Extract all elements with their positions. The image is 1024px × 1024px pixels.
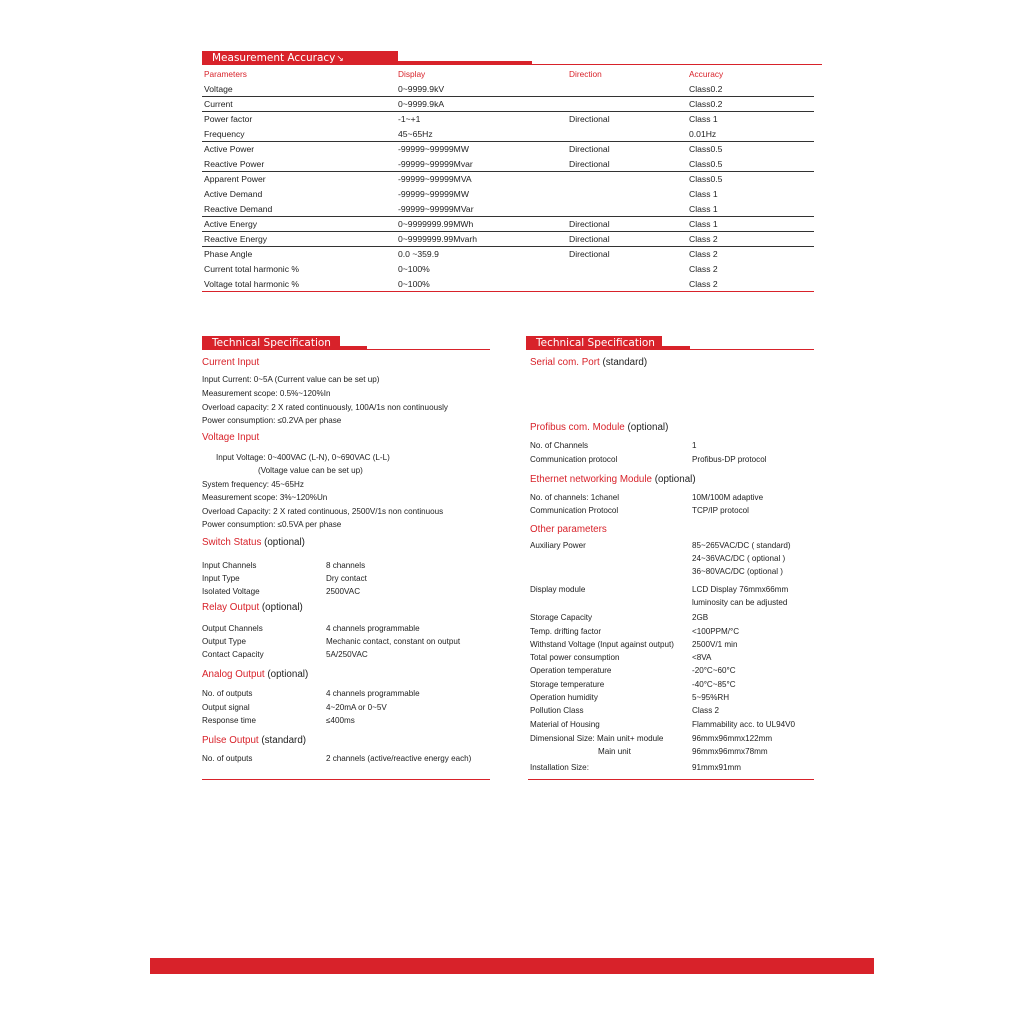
dimension-label: Dimensional Size: Main unit+ module: [530, 734, 664, 743]
analog-output-title: Analog Output: [202, 669, 265, 680]
switch-status-note: (optional): [264, 537, 305, 548]
accuracy-cell: -99999~99999Mvar: [398, 159, 473, 169]
accuracy-cell: Class 2: [689, 249, 718, 259]
other-param-label: Material of Housing: [530, 720, 600, 729]
accuracy-cell: Directional: [569, 219, 610, 229]
accuracy-cell: Reactive Demand: [204, 204, 273, 214]
accuracy-row: [202, 202, 814, 217]
other-param-value: <100PPM/°C: [692, 627, 740, 636]
accuracy-column-header: Accuracy: [689, 69, 724, 79]
current-input-line: Overload capacity: 2 X rated continuously, 100A/1s non continuously: [202, 403, 448, 412]
relay-output-title: Relay Output: [202, 602, 260, 613]
accuracy-cell: Class0.5: [689, 174, 723, 184]
accuracy-column-header: Direction: [569, 69, 602, 79]
accuracy-cell: Directional: [569, 234, 610, 244]
tech-right-section-tab: [526, 336, 662, 350]
accuracy-cell: 45~65Hz: [398, 129, 433, 139]
accuracy-cell: -99999~99999MW: [398, 189, 469, 199]
other-param-value: -20°C~60°C: [692, 666, 736, 675]
accuracy-cell: Active Power: [204, 144, 255, 154]
accuracy-cell: Class 2: [689, 264, 718, 274]
accuracy-row-divider: [202, 171, 814, 172]
accuracy-cell: Voltage: [204, 84, 233, 94]
relay-row-label: Output Channels: [202, 624, 263, 633]
current-input-line: Measurement scope: 0.5%~120%In: [202, 389, 331, 398]
accuracy-cell: 0~9999999.99Mvarh: [398, 234, 478, 244]
accuracy-section-title: Measurement Accuracy: [212, 52, 336, 64]
analog-output-heading: [202, 669, 308, 680]
footer-bar: [150, 958, 874, 974]
tech-left-section-tab: [202, 336, 340, 350]
accuracy-cell: Class 2: [689, 279, 718, 289]
other-param-label: Pollution Class: [530, 706, 584, 715]
current-input-heading: Current Input: [202, 357, 260, 368]
serial-port-title: Serial com. Port: [530, 357, 600, 368]
accuracy-row-divider: [202, 141, 814, 142]
accuracy-row: [202, 82, 814, 97]
accuracy-row: [202, 232, 814, 247]
accuracy-cell: -99999~99999MW: [398, 144, 469, 154]
switch-row-label: Isolated Voltage: [202, 587, 260, 596]
accuracy-cell: Class0.2: [689, 84, 723, 94]
accuracy-row: [202, 247, 814, 262]
accuracy-cell: Phase Angle: [204, 249, 253, 259]
voltage-input-line: System frequency: 45~65Hz: [202, 480, 304, 489]
installation-size-label: Installation Size:: [530, 763, 589, 772]
other-param-value: Class 2: [692, 706, 719, 715]
analog-output-note: (optional): [267, 669, 309, 680]
accuracy-top-rule: [202, 64, 822, 65]
analog-row-label: No. of outputs: [202, 689, 253, 698]
accuracy-row-divider: [202, 231, 814, 232]
accuracy-row-divider: [202, 111, 814, 112]
other-param-value: -40°C~85°C: [692, 680, 736, 689]
accuracy-cell: Reactive Energy: [204, 234, 268, 244]
voltage-input-line: Measurement scope: 3%~120%Un: [202, 493, 328, 502]
relay-row-label: Contact Capacity: [202, 650, 264, 659]
accuracy-cell: Directional: [569, 144, 610, 154]
accuracy-cell: -99999~99999MVA: [398, 174, 472, 184]
accuracy-cell: Class 1: [689, 204, 718, 214]
dimension-value: 96mmx96mmx122mm: [692, 734, 773, 743]
other-param-label: Withstand Voltage (Input against output): [530, 640, 674, 649]
pulse-output-title: Pulse Output: [202, 735, 259, 746]
tech-right-title: Technical Specification: [536, 337, 655, 349]
profibus-row-label: Communication protocol: [530, 455, 618, 464]
accuracy-header-row: [202, 67, 814, 82]
other-param-label: Storage Capacity: [530, 613, 593, 622]
display-module-label: Display module: [530, 585, 586, 594]
switch-row-value: 8 channels: [326, 561, 366, 570]
accuracy-cell: 0~100%: [398, 279, 430, 289]
accuracy-cell: 0.0 ~359.9: [398, 249, 439, 259]
accuracy-cell: Current total harmonic %: [204, 264, 300, 274]
accuracy-row: [202, 277, 814, 292]
other-param-label: Operation temperature: [530, 666, 612, 675]
profibus-row-value: Profibus-DP protocol: [692, 455, 767, 464]
accuracy-cell: 0~9999.9kA: [398, 99, 445, 109]
pulse-output-note: (standard): [261, 735, 307, 746]
aux-power-value: 85~265VAC/DC ( standard): [692, 541, 791, 550]
accuracy-cell: 0~9999.9kV: [398, 84, 445, 94]
ethernet-row-label: Communication Protocol: [530, 506, 619, 515]
other-param-value: 5~95%RH: [692, 693, 730, 702]
accuracy-row: [202, 262, 814, 277]
accuracy-cell: Frequency: [204, 129, 245, 139]
switch-row-label: Input Type: [202, 574, 240, 583]
tech-right-bottom-rule: [528, 779, 814, 780]
switch-status-heading: [202, 537, 305, 548]
tech-left-title: Technical Specification: [212, 337, 331, 349]
aux-power-value: 36~80VAC/DC (optional ): [692, 567, 783, 576]
dimension-label: Main unit: [598, 747, 631, 756]
relay-row-value: 4 channels programmable: [326, 624, 420, 633]
relay-row-label: Output Type: [202, 637, 246, 646]
switch-status-title: Switch Status: [202, 537, 262, 548]
profibus-title: Profibus com. Module: [530, 422, 625, 433]
accuracy-cell: Class 2: [689, 234, 718, 244]
other-param-value: 2GB: [692, 613, 709, 622]
voltage-input-line: Overload Capacity: 2 X rated continuous, 2500V/1s non continuous: [202, 507, 444, 516]
dimension-value: 96mmx96mmx78mm: [692, 747, 768, 756]
display-module-value: luminosity can be adjusted: [692, 598, 788, 607]
ethernet-title: Ethernet networking Module: [530, 474, 652, 485]
relay-row-value: 5A/250VAC: [326, 650, 368, 659]
accuracy-cell: Class 1: [689, 114, 718, 124]
accuracy-cell: Class0.2: [689, 99, 723, 109]
other-param-label: Storage temperature: [530, 680, 605, 689]
analog-row-label: Response time: [202, 716, 256, 725]
ethernet-row-label: No. of channels: 1chanel: [530, 493, 620, 502]
profibus-note: (optional): [627, 422, 669, 433]
tech-right-top-rule: [526, 349, 814, 350]
accuracy-cell: -1~+1: [398, 114, 421, 124]
ethernet-row-value: TCP/IP protocol: [692, 506, 749, 515]
current-input-line: Input Current: 0~5A (Current value can be set up): [202, 375, 380, 384]
tech-left-bottom-rule: [202, 779, 490, 780]
accuracy-cell: Class 1: [689, 219, 718, 229]
accuracy-cell: Voltage total harmonic %: [204, 279, 300, 289]
voltage-input-line: Input Voltage: 0~400VAC (L-N), 0~690VAC (L-L): [216, 453, 390, 462]
accuracy-cell: Class 1: [689, 189, 718, 199]
relay-output-note: (optional): [261, 602, 303, 613]
serial-port-heading: [530, 357, 647, 368]
corner-arrow-icon: ↘: [336, 54, 344, 64]
accuracy-row: [202, 187, 814, 202]
pulse-row-label: No. of outputs: [202, 754, 253, 763]
accuracy-row: [202, 97, 814, 112]
installation-size-value: 91mmx91mm: [692, 763, 742, 772]
accuracy-cell: 0~9999999.99MWh: [398, 219, 474, 229]
switch-row-label: Input Channels: [202, 561, 257, 570]
serial-port-note: (standard): [602, 357, 648, 368]
profibus-row-label: No. of Channels: [530, 441, 589, 450]
other-param-value: Flammability acc. to UL94V0: [692, 720, 796, 729]
accuracy-row-divider: [202, 96, 814, 97]
switch-row-value: 2500VAC: [326, 587, 361, 596]
tech-left-top-rule: [202, 349, 490, 350]
accuracy-row: [202, 127, 814, 142]
accuracy-row: [202, 217, 814, 232]
accuracy-row: [202, 142, 814, 157]
accuracy-cell: Directional: [569, 114, 610, 124]
accuracy-cell: 0~100%: [398, 264, 430, 274]
accuracy-column-header: Display: [398, 69, 426, 79]
accuracy-cell: -99999~99999MVar: [398, 204, 474, 214]
voltage-input-heading: Voltage Input: [202, 432, 260, 443]
ethernet-row-value: 10M/100M adaptive: [692, 493, 764, 502]
accuracy-cell: Class0.5: [689, 144, 723, 154]
accuracy-cell: Apparent Power: [204, 174, 266, 184]
accuracy-column-header: Parameters: [204, 69, 247, 79]
current-input-line: Power consumption: ≤0.2VA per phase: [202, 416, 342, 425]
analog-row-value: 4 channels programmable: [326, 689, 420, 698]
accuracy-row-divider: [202, 216, 814, 217]
accuracy-row: [202, 157, 814, 172]
accuracy-bottom-rule: [202, 291, 814, 292]
accuracy-cell: Active Energy: [204, 219, 258, 229]
display-module-value: LCD Display 76mmx66mm: [692, 585, 789, 594]
relay-output-heading: [202, 602, 303, 613]
accuracy-cell: 0.01Hz: [689, 129, 717, 139]
analog-row-value: ≤400ms: [326, 716, 355, 725]
accuracy-cell: Active Demand: [204, 189, 263, 199]
pulse-row-value: 2 channels (active/reactive energy each): [326, 754, 472, 763]
aux-power-value: 24~36VAC/DC ( optional ): [692, 554, 786, 563]
ethernet-heading: [530, 474, 696, 485]
accuracy-row: [202, 112, 814, 127]
accuracy-cell: Directional: [569, 249, 610, 259]
analog-row-label: Output signal: [202, 703, 250, 712]
relay-row-value: Mechanic contact, constant on output: [326, 637, 461, 646]
accuracy-row-divider: [202, 246, 814, 247]
other-param-value: 2500V/1 min: [692, 640, 738, 649]
accuracy-section-tab: [202, 51, 398, 65]
ethernet-note: (optional): [654, 474, 696, 485]
other-param-value: <8VA: [692, 653, 712, 662]
accuracy-row: [202, 172, 814, 187]
voltage-input-line: Power consumption: ≤0.5VA per phase: [202, 520, 342, 529]
accuracy-cell: Power factor: [204, 114, 253, 124]
profibus-row-value: 1: [692, 441, 697, 450]
accuracy-cell: Directional: [569, 159, 610, 169]
other-param-label: Operation humidity: [530, 693, 598, 702]
other-param-label: Total power consumption: [530, 653, 620, 662]
analog-row-value: 4~20mA or 0~5V: [326, 703, 387, 712]
other-param-label: Temp. drifting factor: [530, 627, 602, 636]
accuracy-cell: Class0.5: [689, 159, 723, 169]
other-params-heading: Other parameters: [530, 524, 607, 535]
accuracy-cell: Current: [204, 99, 233, 109]
switch-row-value: Dry contact: [326, 574, 367, 583]
pulse-output-heading: [202, 735, 306, 746]
aux-power-label: Auxiliary Power: [530, 541, 586, 550]
profibus-heading: [530, 422, 668, 433]
voltage-input-line: (Voltage value can be set up): [258, 466, 363, 475]
accuracy-cell: Reactive Power: [204, 159, 265, 169]
